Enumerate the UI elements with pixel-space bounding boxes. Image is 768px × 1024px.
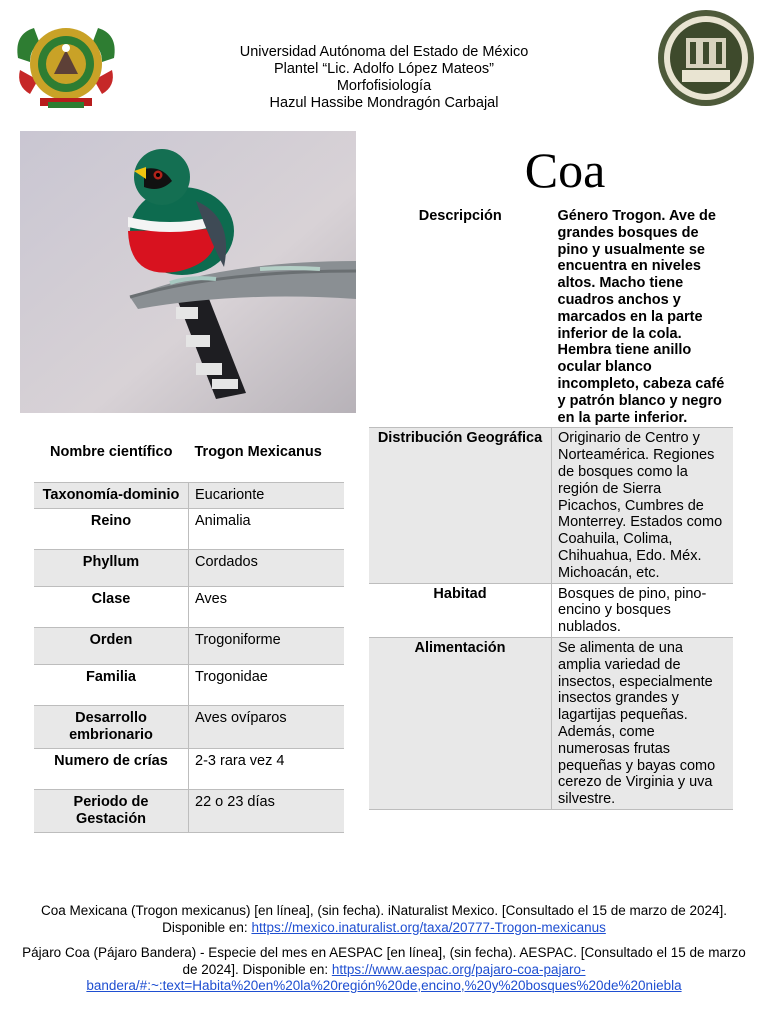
field-value: Trogonidae: [189, 665, 345, 706]
field-value: Originario de Centro y Norteamérica. Regiones de bosques como la región de Sierra Picachos, Cumbres de Monterrey. Estados como Coahuila, Colima, Chihuahua, Edo. Méx. Michoacán, etc.: [552, 428, 734, 583]
reference-2: [20, 945, 748, 995]
table-row: [34, 550, 344, 587]
table-row: [34, 665, 344, 706]
table-row: [369, 583, 733, 637]
table-row: [34, 749, 344, 790]
taxonomy-table: [34, 436, 344, 833]
field-label: Reino: [34, 509, 189, 550]
field-label: Alimentación: [369, 637, 552, 809]
reference-text: Pájaro Coa (Pájaro Bandera) - Especie del mes en AESPAC [en línea], (sin fecha). AESPAC. [Consultado el 15 de marzo de 2024]. Disponible en:: [22, 945, 746, 977]
table-row: [34, 628, 344, 665]
table-row: [369, 204, 733, 428]
table-row: [369, 428, 733, 583]
field-value: Animalia: [189, 509, 345, 550]
field-label: Orden: [34, 628, 189, 665]
field-value: 2-3 rara vez 4: [189, 749, 345, 790]
table-row: [34, 790, 344, 833]
school-name: Plantel “Lic. Adolfo López Mateos”: [273, 61, 495, 77]
field-label: Familia: [34, 665, 189, 706]
reference-link[interactable]: https://www.aespac.org/pajaro-coa-pajaro-bandera/#:~:text=Habita%20en%20la%20región%20de,encino,%20y%20bosques%20de%20niebla: [86, 961, 682, 993]
table-row: [34, 436, 344, 483]
field-value: Trogoniforme: [189, 628, 345, 665]
field-label: Distribución Geográfica: [369, 428, 552, 583]
field-value: Aves ovíparos: [189, 706, 345, 749]
reference-link[interactable]: https://mexico.inaturalist.org/taxa/20777-Trogon-mexicanus: [251, 919, 606, 935]
university-name: Universidad Autónoma del Estado de México: [239, 44, 529, 60]
field-label: Numero de crías: [34, 749, 189, 790]
table-row: [34, 706, 344, 749]
field-value: Cordados: [189, 550, 345, 587]
field-label: Descripción: [418, 208, 502, 224]
field-value: Trogon Mexicanus: [194, 444, 322, 460]
table-row: [34, 587, 344, 628]
field-label: Desarrollo embrionario: [34, 706, 189, 749]
table-row: [34, 509, 344, 550]
reference-1: [20, 903, 748, 936]
field-label: Taxonomía-dominio: [34, 483, 189, 509]
course-name: Morfofisiología: [336, 78, 432, 94]
field-label: Habitad: [369, 583, 552, 637]
field-label: Clase: [34, 587, 189, 628]
table-row: [369, 637, 733, 809]
description-table: [369, 204, 733, 810]
field-value: 22 o 23 días: [189, 790, 345, 833]
author-name: Hazul Hassibe Mondragón Carbajal: [269, 95, 499, 111]
table-row: [34, 483, 344, 509]
trogon-photo: [20, 131, 356, 413]
field-value: Aves: [189, 587, 345, 628]
field-value: Género Trogon. Ave de grandes bosques de pino y usualmente se encuentra en niveles altos. Macho tiene cuadros anchos y marcados en la parte inferior de la cola. Hembra tiene anillo ocular blanco incompleto, cabeza café y patrón blanco y negro en la parte inferior.: [557, 208, 725, 426]
field-label: Phyllum: [34, 550, 189, 587]
species-title: Coa: [524, 142, 606, 198]
field-label: Nombre científico: [50, 444, 173, 460]
field-value: Eucarionte: [189, 483, 345, 509]
reference-text: Coa Mexicana (Trogon mexicanus) [en línea], (sin fecha). iNaturalist Mexico. [Consultado el 15 de marzo de 2024]. Disponible en:: [40, 903, 728, 935]
field-value: Se alimenta de una amplia variedad de insectos, especialmente insectos grandes y lagartijas pequeñas. Además, come numerosas frutas pequeñas y bayas como cerezo de Virginia y uva silvestre.: [552, 637, 734, 809]
field-label: Periodo de Gestación: [34, 790, 189, 833]
field-value: Bosques de pino, pino-encino y bosques nublados.: [552, 583, 734, 637]
